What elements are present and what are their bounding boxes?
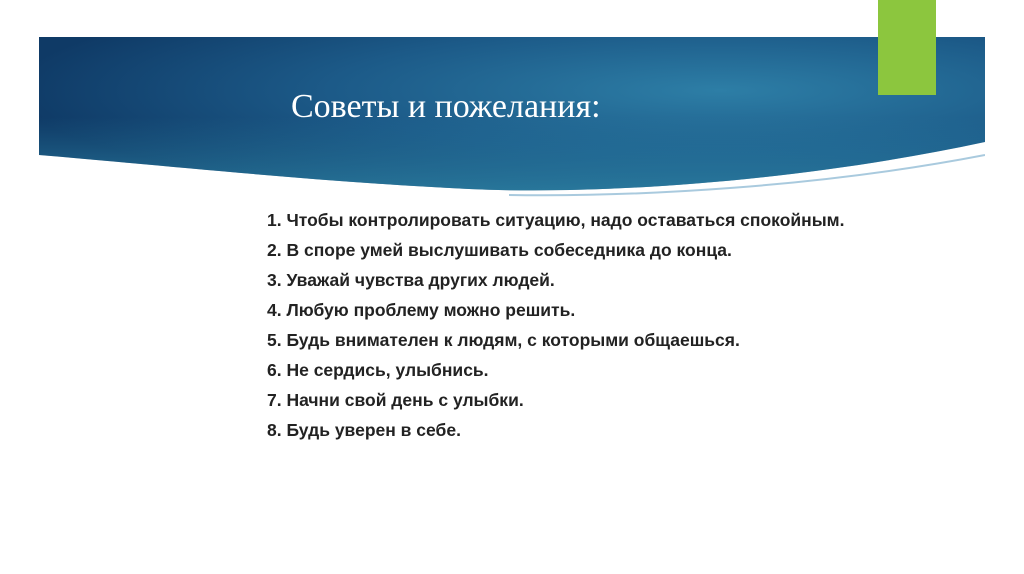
list-item: 8. Будь уверен в себе. xyxy=(267,420,461,440)
list-item: 2. В споре умей выслушивать собеседника до конца. xyxy=(267,240,732,260)
tips-list xyxy=(267,208,867,448)
accent-bar xyxy=(878,0,936,95)
list-item: 3. Уважай чувства других людей. xyxy=(267,270,555,290)
list-item: 7. Начни свой день с улыбки. xyxy=(267,390,524,410)
list-item: 1. Чтобы контролировать ситуацию, надо оставаться спокойным. xyxy=(267,210,845,230)
list-item: 5. Будь внимателен к людям, с которыми общаешься. xyxy=(267,330,740,350)
list-item: 4. Любую проблему можно решить. xyxy=(267,300,576,320)
slide-title: Советы и пожелания: xyxy=(291,88,601,125)
list-item: 6. Не сердись, улыбнись. xyxy=(267,360,489,380)
